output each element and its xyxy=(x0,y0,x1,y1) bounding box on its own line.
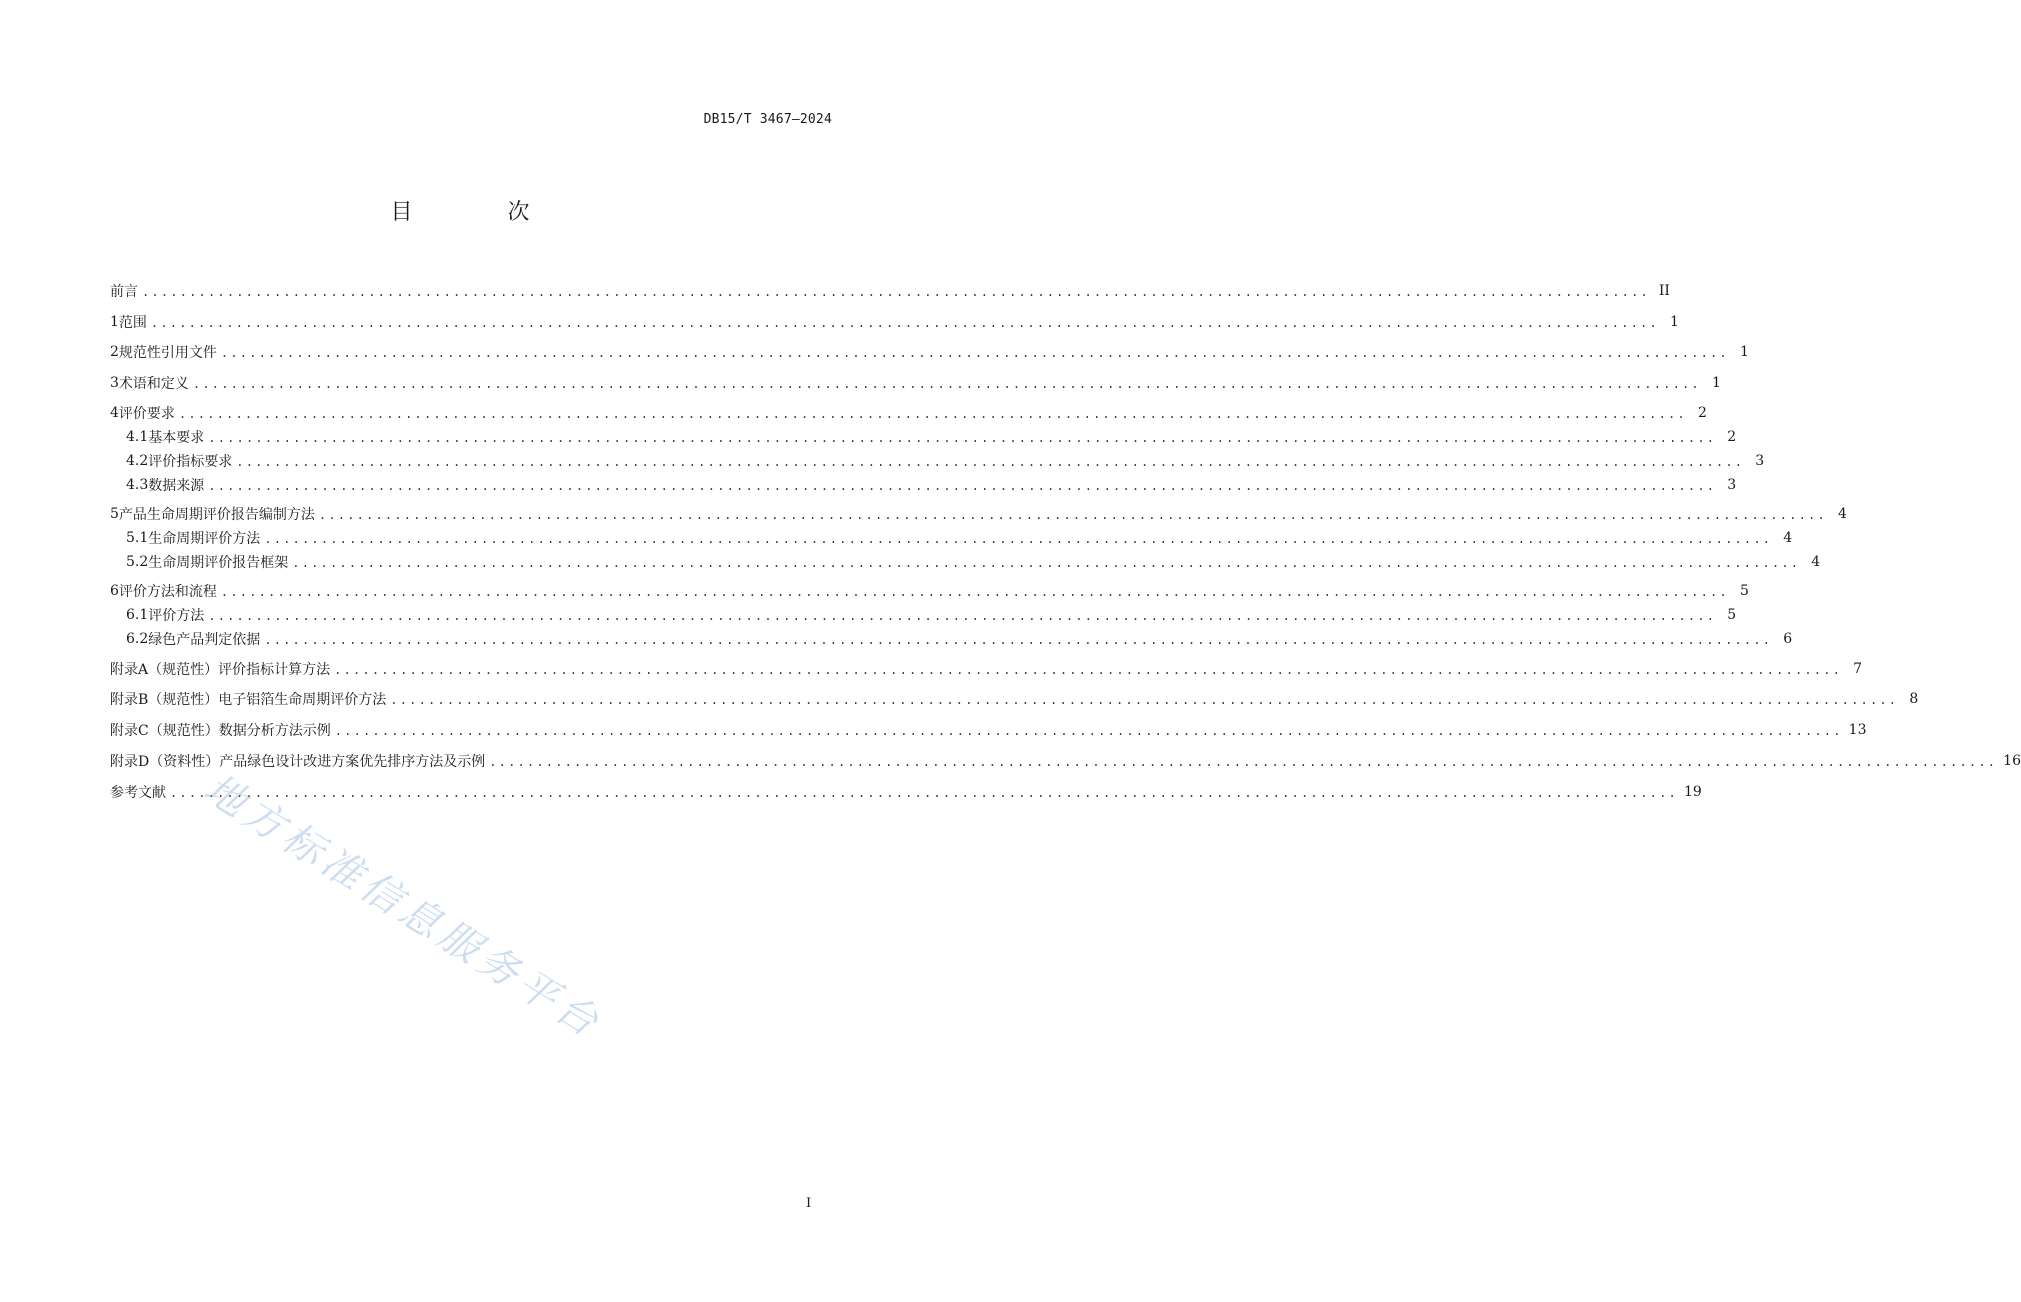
watermark: 地方标准信息服务平台 xyxy=(195,765,611,1049)
toc-entry-6-2[interactable] xyxy=(110,628,1793,650)
toc-leader: ................................................................................................................................................................ xyxy=(489,755,1998,769)
toc-label: 评价要求 xyxy=(118,406,175,422)
toc-leader: ................................................................................................................................................................ xyxy=(334,663,1843,677)
toc-page: 5 xyxy=(1727,607,1737,623)
toc-label: 绿色产品判定依据 xyxy=(148,632,261,648)
toc-page: 13 xyxy=(1848,722,1867,738)
toc-entry-5-2[interactable] xyxy=(110,551,1821,573)
toc-page: 1 xyxy=(1711,375,1721,391)
toc-label: 产品生命周期评价报告编制方法 xyxy=(118,507,315,523)
toc-entry-3[interactable] xyxy=(110,372,1721,394)
toc-label: 生命周期评价方法 xyxy=(148,531,261,547)
toc-leader: ................................................................................................................................................................ xyxy=(208,479,1717,493)
toc-number: 2 xyxy=(110,344,119,360)
toc-page: 16 xyxy=(2003,753,2021,769)
toc-label: 前言 xyxy=(110,284,138,300)
toc-label: 基本要求 xyxy=(148,430,205,446)
toc-entry-4-2[interactable] xyxy=(110,450,1765,472)
toc-number: 4.3 xyxy=(126,477,149,493)
toc-page: 2 xyxy=(1727,429,1737,445)
toc-leader: ................................................................................................................................................................ xyxy=(178,407,1687,421)
toc-number: 5.1 xyxy=(126,530,149,546)
toc-label: 数据分析方法示例 xyxy=(218,723,331,739)
toc-label: 电子铝箔生命周期评价方法 xyxy=(218,692,387,708)
toc-label: 产品绿色设计改进方案优先排序方法及示例 xyxy=(219,754,486,770)
toc-number: 4.1 xyxy=(126,429,149,445)
toc-entry-6-1[interactable] xyxy=(110,604,1737,626)
toc-page: 5 xyxy=(1739,583,1749,599)
toc-number: 4.2 xyxy=(126,453,149,469)
toc-leader: ................................................................................................................................................................ xyxy=(220,585,1729,599)
toc-entry-appendix-d[interactable] xyxy=(110,750,2021,772)
toc-leader: ................................................................................................................................................................ xyxy=(142,285,1650,299)
toc-page: 3 xyxy=(1755,453,1765,469)
toc-entry-appendix-c[interactable] xyxy=(110,719,1867,741)
toc-label: 参考文献 xyxy=(110,785,166,801)
toc-number: 3 xyxy=(110,375,119,391)
toc-number: 附录D（资料性） xyxy=(110,754,220,770)
toc-entry-foreword[interactable] xyxy=(110,280,1670,302)
toc-number: 6.1 xyxy=(126,607,149,623)
toc-page: 4 xyxy=(1837,506,1847,522)
toc-leader: ................................................................................................................................................................ xyxy=(208,431,1717,445)
toc-number: 6 xyxy=(110,583,119,599)
toc-leader: ................................................................................................................................................................ xyxy=(220,346,1729,360)
toc-leader: ................................................................................................................................................................ xyxy=(390,693,1899,707)
page-number: I xyxy=(806,1196,812,1211)
toc-page: 2 xyxy=(1697,405,1707,421)
toc-leader: ................................................................................................................................................................ xyxy=(318,508,1827,522)
toc-label: 评价指标计算方法 xyxy=(218,662,331,678)
toc-entry-1[interactable] xyxy=(110,311,1679,333)
toc-number: 附录B（规范性） xyxy=(110,692,219,708)
toc-page: 4 xyxy=(1811,554,1821,570)
toc-number: 5 xyxy=(110,506,119,522)
toc-number: 附录A（规范性） xyxy=(110,662,219,678)
toc-label: 评价方法 xyxy=(148,608,205,624)
toc-entry-4-1[interactable] xyxy=(110,426,1737,448)
toc-label: 评价指标要求 xyxy=(148,454,233,470)
toc-leader: ................................................................................................................................................................ xyxy=(292,556,1801,570)
toc-page: 1 xyxy=(1739,344,1749,360)
toc-page: II xyxy=(1658,283,1670,299)
toc-label: 评价方法和流程 xyxy=(118,584,217,600)
toc-page: 6 xyxy=(1783,631,1793,647)
toc-leader: ................................................................................................................................................................ xyxy=(208,609,1717,623)
toc-leader: ................................................................................................................................................................ xyxy=(192,377,1701,391)
toc-entry-appendix-b[interactable] xyxy=(110,688,1919,710)
toc-page: 4 xyxy=(1783,530,1793,546)
toc-page: 3 xyxy=(1727,477,1737,493)
toc-number: 附录C（规范性） xyxy=(110,723,219,739)
toc-label: 数据来源 xyxy=(148,478,205,494)
toc-label: 术语和定义 xyxy=(118,376,189,392)
toc-number: 1 xyxy=(110,314,119,330)
toc-entry-references[interactable] xyxy=(110,781,1702,803)
toc-page: 19 xyxy=(1683,784,1702,800)
toc-entry-appendix-a[interactable] xyxy=(110,658,1863,680)
toc-page: 1 xyxy=(1669,314,1679,330)
toc-entry-2[interactable] xyxy=(110,341,1749,363)
toc-number: 5.2 xyxy=(126,554,149,570)
toc-leader: ................................................................................................................................................................ xyxy=(236,455,1745,469)
toc-page: 8 xyxy=(1909,691,1919,707)
toc-number: 6.2 xyxy=(126,631,149,647)
toc-page: 7 xyxy=(1853,661,1863,677)
toc-entry-5[interactable] xyxy=(110,503,1847,525)
page-title: 目 次 xyxy=(390,200,574,225)
toc-leader: ................................................................................................................................................................ xyxy=(264,532,1773,546)
toc-label: 规范性引用文件 xyxy=(118,345,217,361)
toc-leader: ................................................................................................................................................................ xyxy=(170,786,1678,800)
toc-leader: ................................................................................................................................................................ xyxy=(264,633,1773,647)
toc-entry-4-3[interactable] xyxy=(110,474,1737,496)
toc-leader: ................................................................................................................................................................ xyxy=(150,316,1659,330)
toc-label: 范围 xyxy=(118,315,147,331)
toc-entry-6[interactable] xyxy=(110,580,1749,602)
toc-label: 生命周期评价报告框架 xyxy=(148,555,289,571)
toc-entry-4[interactable] xyxy=(110,402,1707,424)
toc-number: 4 xyxy=(110,405,119,421)
toc-entry-5-1[interactable] xyxy=(110,527,1793,549)
standard-code: DB15/T 3467—2024 xyxy=(703,112,832,127)
toc-leader: ................................................................................................................................................................ xyxy=(334,724,1843,738)
